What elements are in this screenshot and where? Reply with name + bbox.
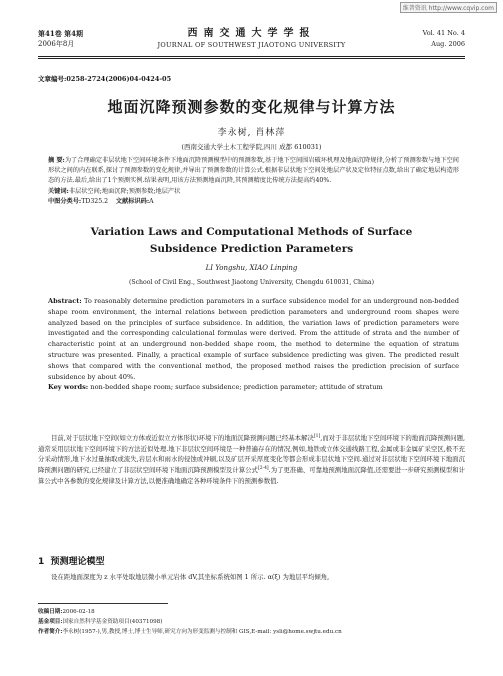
date-cn: 2006年8月 xyxy=(38,40,75,48)
intro-text-1: 目前,对于层状地下空间(如立方体或近似立方体形状)环境下的地面沉降预测问题已经基本解决 xyxy=(51,434,314,443)
abstract-cn-text: 为了合理确定非层状地下空间环境条件下地面沉降预测模型中的预测参数,基于地下空间围岩破坏机理及地面沉降规律,分析了预测参数与地下空间形状之间的内在联系,探讨了预测参数的变化规律,并导出了预测参数的计算公式.根据非层状地下空间处地层产状及定位特征点数,给出了确定地层构造形态的方法.最后,给出了1个预测实例.结果表明,用该方法预测地面沉降,其预测精度比传统方法提高约40%. xyxy=(48,157,459,185)
footnote-bio xyxy=(38,627,465,637)
header-center xyxy=(38,24,465,49)
header-right xyxy=(423,28,465,50)
abstract-en-text: To reasonably determine prediction parameters in a surface subsidence model for an underground non-bedded shape room environment, the internal relations between prediction parameters and underground room shapes were analyzed based on the principles of surface subsidence. In addition, the variation laws of prediction parameters were investigated and the corresponding calculational formulas were derived. From the attitude of strata and the number of characteristic point at an underground non-bedded shape room, the method to determine the equation of stratum structure was presented. Finally, a practical example of surface subsidence predicting was given. The predicted result shows that compared with the conventional method, the proposed method raises the prediction precision of surface subsidence by about 40%. xyxy=(48,297,459,381)
section-1-paragraph: 设在距地面深度为 z 水平处取地层微小单元岩体 dV,其坐标系统如图 1 所示. α(ξ) 为地层平均倾角, xyxy=(51,573,330,581)
section-number: 1 xyxy=(38,557,45,567)
abstract-en xyxy=(48,296,459,393)
clc-number: TD325.2 xyxy=(81,197,109,205)
keywords-cn-label: 关键词: xyxy=(48,187,69,195)
journal-name-cn: 西南交通大学学报 xyxy=(187,28,316,39)
affiliation-cn: (西南交通大学土木工程学院,四川 成都 610031) xyxy=(181,143,322,151)
section-title: 预测理论模型 xyxy=(50,557,105,567)
authors-en: LI Yongshu, XIAO Linping xyxy=(205,264,298,272)
keywords-en-label: Key words: xyxy=(48,383,89,392)
abstract-cn xyxy=(48,156,459,207)
header-rule-thin xyxy=(38,58,465,59)
citation-2: [2-4] xyxy=(257,466,269,472)
clc-label: 中图分类号: xyxy=(48,197,82,205)
keywords-cn: 非层状空间;地面沉降;预测参数;地层产状 xyxy=(68,187,181,195)
bio-text: 李永树(1957-),男,教授,博士,博士生导师,研究方向为形变监测与控制和 GIS,E-mail: ysli@home.swjtu.edu.cn xyxy=(62,629,342,635)
paper-title-en xyxy=(0,224,503,258)
volume-issue-en: Vol. 41 No. 4 xyxy=(422,29,465,37)
keywords-en: non-bedded shape room; surface subsidence; prediction parameter; attitude of stratum xyxy=(90,383,383,392)
doc-code: A xyxy=(149,197,154,205)
abstract-en-label: Abstract: xyxy=(48,297,82,305)
footnotes xyxy=(38,607,465,637)
volume-issue-cn: 第41卷 第4期 xyxy=(38,29,84,38)
fund-label: 基金项目: xyxy=(38,619,63,625)
fund-text: 国家自然科学基金资助项目(40371098) xyxy=(62,619,163,625)
paper-title-en-line2: Subsidence Prediction Parameters xyxy=(149,243,354,255)
journal-name-en: JOURNAL OF SOUTHWEST JIAOTONG UNIVERSITY xyxy=(157,41,346,49)
header-rule xyxy=(38,56,465,57)
received-date: 2006-02-18 xyxy=(62,609,95,615)
section-heading xyxy=(38,554,105,567)
authors-cn: 李永树, 肖林萍 xyxy=(217,128,286,138)
abstract-cn-label: 摘 要: xyxy=(48,157,65,164)
date-en: Aug. 2006 xyxy=(431,40,465,48)
footnote-received xyxy=(38,607,465,617)
journal-header xyxy=(38,22,465,52)
paper-title-cn: 地面沉降预测参数的变化规律与计算方法 xyxy=(107,98,396,116)
footnote-fund xyxy=(38,617,465,627)
intro-text-2: ,而对于非层状地下空间环境下的地面沉降预测问题,通常采用层状地下空间环境下的方法近似处理.地下非层状空间环境是一种普遍存在的情况,例如,地铁或立体交通线路工程,金属或非金属矿采空区,极不充分采动情形,地下水过量抽取或流失,岩层水和雨水的侵蚀或冲刷,以及矿层开采厚度变化等都会形成非层状地下空间.通过对非层状地下空间环境下地面沉降预测问题的研究,已经建立了非层状空间环境下地面沉降预测模型及计算公式 xyxy=(38,434,465,475)
introduction-paragraph xyxy=(38,432,465,486)
intro-text-3: .为了更准确、可靠地预测地面沉降值,还需要进一步研究预测模型和计算公式中各参数的变化规律及计算方法,以便准确地确定各种环境条件下的预测参数值. xyxy=(38,466,466,485)
footnote-rule xyxy=(38,603,168,604)
citation-1: [1] xyxy=(313,434,321,439)
received-label: 收稿日期: xyxy=(38,609,63,615)
watermark: 维普资讯 http://www.cqvip.com xyxy=(400,2,497,13)
doc-code-label: 文献标识码: xyxy=(115,197,150,205)
article-number: 文章编号:0258-2724(2006)04-0424-05 xyxy=(38,75,172,83)
paper-title-en-line1: Variation Laws and Computational Methods of Surface xyxy=(90,226,413,238)
affiliation-en: (School of Civil Eng., Southwest Jiaotong University, Chengdu 610031, China) xyxy=(128,279,375,286)
bio-label: 作者简介: xyxy=(38,629,63,635)
